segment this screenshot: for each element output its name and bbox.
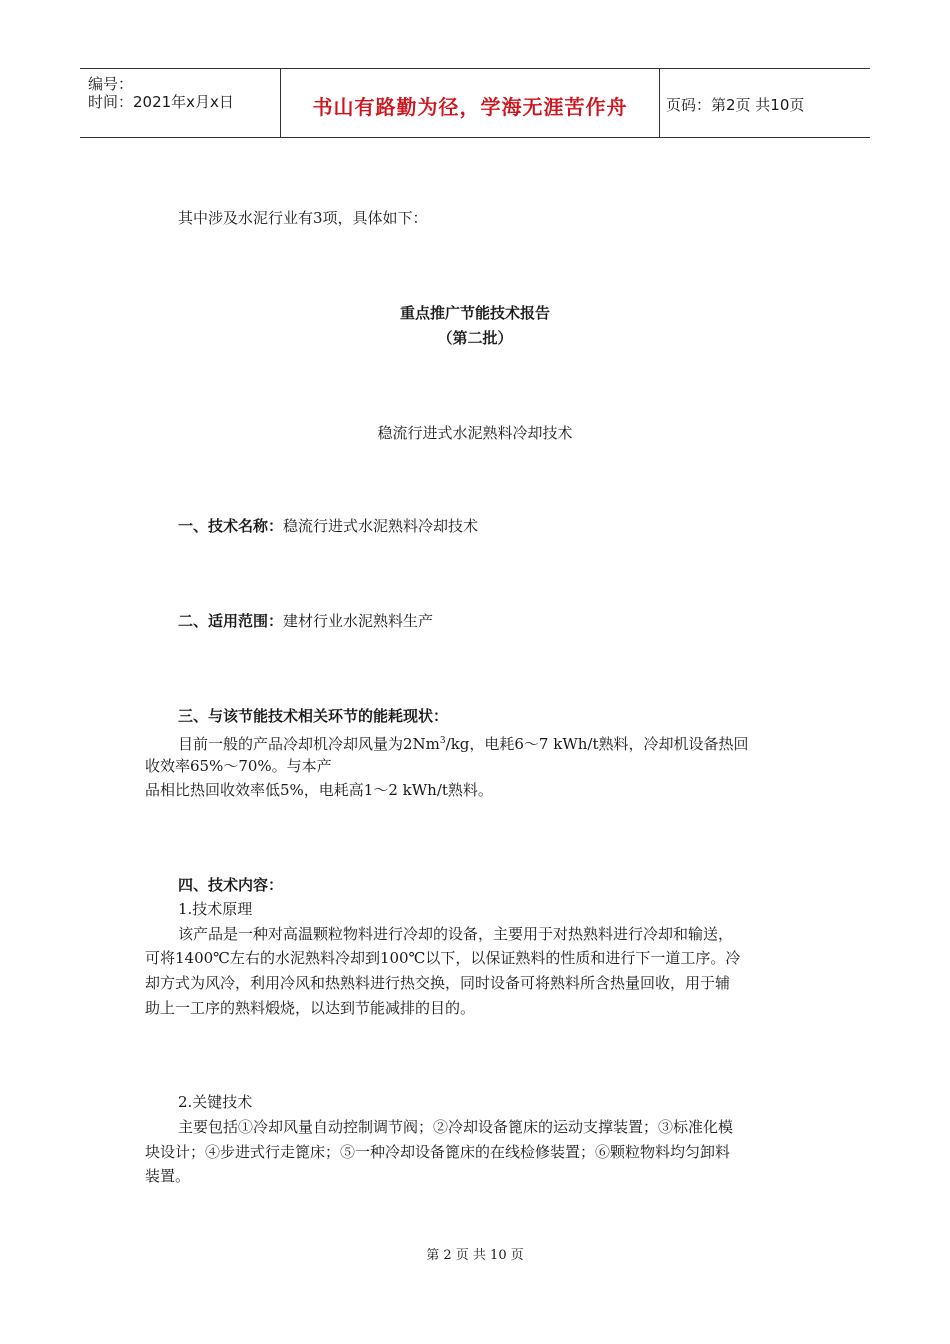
section-1-text: 稳流行进式水泥熟料冷却技术	[283, 517, 479, 535]
section-3-line-2: 收效率65%～70%。与本产	[145, 757, 332, 775]
section-4-para-1-line-1: 该产品是一种对高温颗粒物料进行冷却的设备，主要用于对热熟料进行冷却和输送，	[178, 925, 734, 943]
section-2-text: 建材行业水泥熟料生产	[283, 612, 434, 630]
header-page-cell	[660, 69, 870, 137]
section-3-line-3: 品相比热回收效率低5%，电耗高1～2 kWh/t熟料。	[145, 781, 493, 799]
report-title: 重点推广节能技术报告	[399, 304, 550, 322]
section-2-heading: 二、适用范围：	[178, 612, 284, 630]
section-2	[178, 609, 433, 634]
doc-time-label: 时间：2021年x月x日	[88, 93, 234, 111]
doc-number-label: 编号：	[88, 75, 134, 93]
section-3-line-1b: /kg，电耗6～7 kWh/t熟料，冷却机设备热回	[445, 735, 749, 753]
section-4-heading: 四、技术内容：	[178, 876, 284, 894]
header-motto: 书山有路勤为径，学海无涯苦作舟	[312, 95, 628, 119]
section-3-line-1a: 目前一般的产品冷却机冷却风量为2Nm	[178, 735, 440, 753]
section-3-heading: 三、与该节能技术相关环节的能耗现状：	[178, 707, 449, 725]
header-page-info: 页码：第2页 共10页	[666, 96, 805, 114]
header-motto-cell	[281, 69, 660, 137]
section-4-sub-1: 1.技术原理	[178, 900, 253, 918]
section-1	[178, 514, 478, 539]
section-4-sub-2: 2.关键技术	[178, 1093, 253, 1111]
intro-text: 其中涉及水泥行业有3项，具体如下：	[178, 209, 428, 227]
section-1-heading: 一、技术名称：	[178, 517, 284, 535]
section-4-para-1-line-2: 可将1400℃左右的水泥熟料冷却到100℃以下，以保证熟料的性质和进行下一道工序。冷	[145, 949, 741, 967]
section-4-para-2-line-2: 块设计；④步进式行走篦床；⑤一种冷却设备篦床的在线检修装置；⑥颗粒物料均匀卸料	[145, 1143, 731, 1161]
tech-title: 稳流行进式水泥熟料冷却技术	[377, 424, 573, 442]
report-batch: （第二批）	[437, 329, 513, 347]
section-3-superscript: 3	[439, 736, 446, 746]
section-4-para-1-line-4: 助上一工序的熟料煅烧，以达到节能减排的目的。	[145, 999, 476, 1017]
header-meta-cell	[80, 69, 281, 137]
section-4-para-2-line-3: 装置。	[145, 1167, 191, 1185]
section-3-line-1	[178, 729, 749, 757]
page-footer: 第 2 页 共 10 页	[426, 1248, 524, 1263]
page-header	[80, 68, 870, 138]
section-4-para-1-line-3: 却方式为风冷，利用冷风和热熟料进行热交换，同时设备可将熟料所含热量回收，用于辅	[145, 974, 731, 992]
section-4-para-2-line-1: 主要包括①冷却风量自动控制调节阀；②冷却设备篦床的运动支撑装置；③标准化模	[178, 1118, 734, 1136]
